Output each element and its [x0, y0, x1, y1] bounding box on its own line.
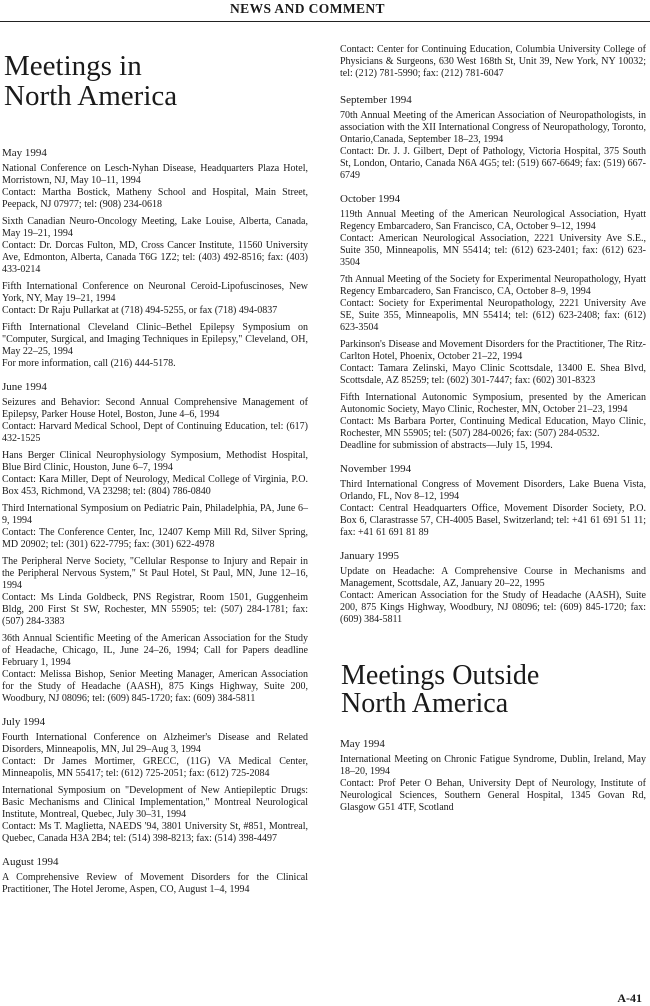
meeting-contact: Contact: American Association for the Study of Headache (AASH), Suite 200, 875 Kings Highway, Woodbury, NJ 08096; tel: (609) 845-1720; fax: (609) 384-5811 [340, 590, 646, 625]
right-column [338, 44, 646, 825]
meeting-entry [2, 503, 308, 551]
month-heading: January 1995 [340, 550, 399, 562]
month-section [338, 94, 646, 182]
month-section [0, 856, 308, 896]
month-section [0, 381, 308, 705]
month-section [0, 147, 308, 370]
month-heading: May 1994 [340, 738, 385, 750]
meeting-description: Fifth International Cleveland Clinic–Bethel Epilepsy Symposium on "Computer, Surgical, and Imaging Techniques in Epilepsy," Cleveland, OH, May 22–25, 1994 [2, 322, 308, 358]
meeting-description: Fourth International Conference on Alzheimer's Disease and Related Disorders, Minneapolis, MN, Jul 29–Aug 3, 1994 [2, 732, 308, 756]
meeting-contact: Contact: American Neurological Association, 2221 University Ave S.E., Suite 350, Minneapolis, MN 55414; tel: (612) 623-2401; fax: (612) 623-3504 [340, 233, 646, 268]
meeting-description: The Peripheral Nerve Society, "Cellular Response to Injury and Repair in the Peripheral Nervous System," St Paul Hotel, St Paul, MN, June 12–16, 1994 [2, 556, 308, 592]
meeting-description: 119th Annual Meeting of the American Neurological Association, Hyatt Regency Embarcadero, San Francisco, CA, October 9–12, 1994 [340, 209, 646, 232]
month-section [338, 193, 646, 452]
meeting-contact: Contact: Tamara Zelinski, Mayo Clinic Scottsdale, 13400 E. Shea Blvd, Scottsdale, AZ 85259; tel: (602) 301-7447; fax: (602) 301-8323 [340, 363, 646, 386]
meeting-description: Third International Symposium on Pediatric Pain, Philadelphia, PA, June 6–9, 1994 [2, 503, 308, 527]
meeting-entry [2, 732, 308, 780]
month-section [338, 463, 646, 539]
meeting-contact: Contact: Dr Raju Pullarkat at (718) 494-5255, or fax (718) 494-0837 [2, 305, 278, 317]
title-line: Meetings in [4, 50, 142, 82]
meeting-entry [340, 754, 646, 814]
page-number: A-41 [617, 991, 642, 1005]
right-sections [338, 94, 646, 626]
meeting-contact: Contact: Central Headquarters Office, Movement Disorder Society, P.O. Box 6, Clarastrasse 57, CH-4005 Basel, Switzerland; tel: +41 61 691 51 11; fax: +41 61 691 81 89 [340, 503, 646, 538]
meeting-entry [2, 450, 308, 498]
month-section [0, 716, 308, 845]
left-column [0, 48, 308, 907]
meeting-entry [340, 274, 646, 334]
month-heading: September 1994 [340, 94, 412, 106]
header-divider [0, 21, 650, 22]
meeting-description: Fifth International Autonomic Symposium, presented by the American Autonomic Society, Mayo Clinic, Rochester, MN, October 21–23, 1994 [340, 392, 646, 415]
outside-sections [338, 738, 646, 814]
meeting-contact: Contact: Dr. Dorcas Fulton, MD, Cross Cancer Institute, 11560 University Ave, Edmonton, Alberta, Canada T6G 1Z2; tel: (403) 492-8516; fax: (403) 433-0214 [2, 240, 308, 276]
meeting-entry [2, 785, 308, 845]
meeting-description: International Symposium on "Development of New Antiepileptic Drugs: Basic Mechanisms and Clinical Implementation," Montreal Neurological Institute, Montreal, Quebec, July 30–31, 1994 [2, 785, 308, 821]
meeting-contact: Deadline for submission of abstracts—July 15, 1994. [340, 440, 553, 451]
meeting-contact: Contact: Martha Bostick, Matheny School and Hospital, Main Street, Peepack, NJ 07977; tel: (908) 234-0618 [2, 187, 308, 211]
meeting-entry [2, 322, 308, 370]
title-line: Meetings Outside [341, 660, 540, 691]
page-header-title: NEWS AND COMMENT [230, 1, 385, 16]
meeting-description: Seizures and Behavior: Second Annual Comprehensive Management of Epilepsy, Parker House Hotel, Boston, June 4–6, 1994 [2, 397, 308, 421]
meeting-contact: Contact: Ms T. Maglietta, NAEDS '94, 3801 University St, #851, Montreal, Quebec, Canada H3A 2B4; tel: (514) 398-8213; fax: (514) 398-4497 [2, 821, 308, 845]
meeting-entry [340, 209, 646, 269]
meeting-entry [340, 392, 646, 452]
title-line: North America [341, 688, 509, 719]
meeting-description: 36th Annual Scientific Meeting of the American Association for the Study of Headache, Chicago, IL, June 24–26, 1994; Call for Papers deadline February 1, 1994 [2, 633, 308, 669]
meeting-entry [2, 216, 308, 276]
meeting-contact: Contact: Ms Barbara Porter, Continuing Medical Education, Mayo Clinic, Rochester, MN 55905; tel: (507) 284-0026; fax: (507) 284-0532. [340, 416, 646, 439]
meeting-contact: Contact: Dr James Mortimer, GRECC, (11G) VA Medical Center, Minneapolis, MN 55417; tel: (612) 725-2051; fax: (612) 725-2084 [2, 756, 308, 780]
meeting-description: 70th Annual Meeting of the American Association of Neuropathologists, in association with the XII International Congress of Neuropathology, Toronto, Ontario,Canada, September 18–23, 1994 [340, 110, 646, 145]
meeting-entry [340, 110, 646, 182]
meeting-entry [2, 633, 308, 705]
meeting-contact: Contact: Society for Experimental Neuropathology, 2221 University Ave SE, Suite 355, Minneapolis, MN 55414; tel: (612) 623-2408; fax: (612) 623-3504 [340, 298, 646, 333]
month-heading: July 1994 [2, 716, 46, 729]
meeting-contact: Contact: Prof Peter O Behan, University Dept of Neurology, Institute of Neurological Sciences, Southern General Hospital, 1345 Govan Rd, Glasgow G51 4TF, Scotland [340, 778, 646, 813]
meeting-description: Update on Headache: A Comprehensive Course in Mechanisms and Management, Scottsdale, AZ, January 20–22, 1995 [340, 566, 646, 589]
meeting-contact: Contact: Harvard Medical School, Dept of Continuing Education, tel: (617) 432-1525 [2, 421, 308, 445]
title-line: North America [4, 80, 178, 113]
meeting-description: Hans Berger Clinical Neurophysiology Symposium, Methodist Hospital, Blue Bird Clinic, Houston, June 6–7, 1994 [2, 450, 308, 474]
month-heading: June 1994 [2, 381, 47, 394]
meeting-entry [340, 479, 646, 539]
meeting-contact: Contact: Dr. J. J. Gilbert, Dept of Pathology, Victoria Hospital, 375 South St, London, Ontario, Canada N6A 4G5; tel: (519) 667-6649; fax: (519) 667-6749 [340, 146, 646, 181]
meeting-description: Third International Congress of Movement Disorders, Lake Buena Vista, Orlando, FL, Nov 8–12, 1994 [340, 479, 646, 502]
meeting-description: A Comprehensive Review of Movement Disorders for the Clinical Practitioner, The Hotel Jerome, Aspen, CO, August 1–4, 1994 [2, 872, 308, 896]
meeting-description: 7th Annual Meeting of the Society for Experimental Neuropathology, Hyatt Regency Embarcadero, San Francisco, CA, October 8–9, 1994 [340, 274, 646, 297]
month-heading: August 1994 [2, 856, 59, 869]
meeting-entry [2, 397, 308, 445]
section-title-outside-north-america [341, 662, 646, 718]
continued-entry [340, 44, 646, 80]
entry-line: Contact: Center for Continuing Education, Columbia University College of Physicians & Surgeons, 630 West 168th St, Unit 39, New York, NY 10032; tel: (212) 781-5990; fax: (212) 781-6047 [340, 44, 646, 79]
meeting-contact: Contact: Ms Linda Goldbeck, PNS Registrar, Room 1501, Guggenheim Bldg, 200 First St SW, Rochester, MN 55905; tel: (507) 284-1781; fax: (507) 284-3383 [2, 592, 308, 628]
left-sections [0, 147, 308, 896]
meeting-description: International Meeting on Chronic Fatigue Syndrome, Dublin, Ireland, May 18–20, 1994 [340, 754, 646, 777]
meeting-contact: Contact: Kara Miller, Dept of Neurology, Medical College of Virginia, P.O. Box 453, Richmond, VA 23298; tel: (804) 786-0840 [2, 474, 308, 498]
meeting-entry [340, 566, 646, 626]
month-section [338, 550, 646, 626]
month-heading: October 1994 [340, 193, 401, 205]
meeting-contact: For more information, call (216) 444-5178. [2, 358, 176, 370]
month-section [338, 738, 646, 814]
meeting-entry [2, 872, 308, 896]
meeting-entry [340, 339, 646, 387]
month-heading: May 1994 [2, 147, 47, 160]
meeting-entry [2, 281, 308, 317]
meeting-description: National Conference on Lesch-Nyhan Disease, Headquarters Plaza Hotel, Morristown, NJ, May 10–11, 1994 [2, 163, 308, 187]
meeting-description: Parkinson's Disease and Movement Disorders for the Practitioner, The Ritz-Carlton Hotel, Phoenix, October 21–22, 1994 [340, 339, 646, 362]
section-title-north-america [4, 51, 308, 111]
month-heading: November 1994 [340, 463, 412, 475]
meeting-contact: Contact: The Conference Center, Inc, 12407 Kemp Mill Rd, Silver Spring, MD 20902; tel: (301) 622-7795; fax: (301) 622-4978 [2, 527, 308, 551]
meeting-description: Sixth Canadian Neuro-Oncology Meeting, Lake Louise, Alberta, Canada, May 19–21, 1994 [2, 216, 308, 240]
meeting-entry [2, 556, 308, 628]
meeting-description: Fifth International Conference on Neuronal Ceroid-Lipofuscinoses, New York, NY, May 19–21, 1994 [2, 281, 308, 305]
meeting-entry [2, 163, 308, 211]
meeting-contact: Contact: Melissa Bishop, Senior Meeting Manager, American Association for the Study of Headache (AASH), 875 Kings Highway, Suite 200, Woodbury, NJ 08096; tel: (609) 845-1720; fax: (609) 384-5811 [2, 669, 308, 705]
